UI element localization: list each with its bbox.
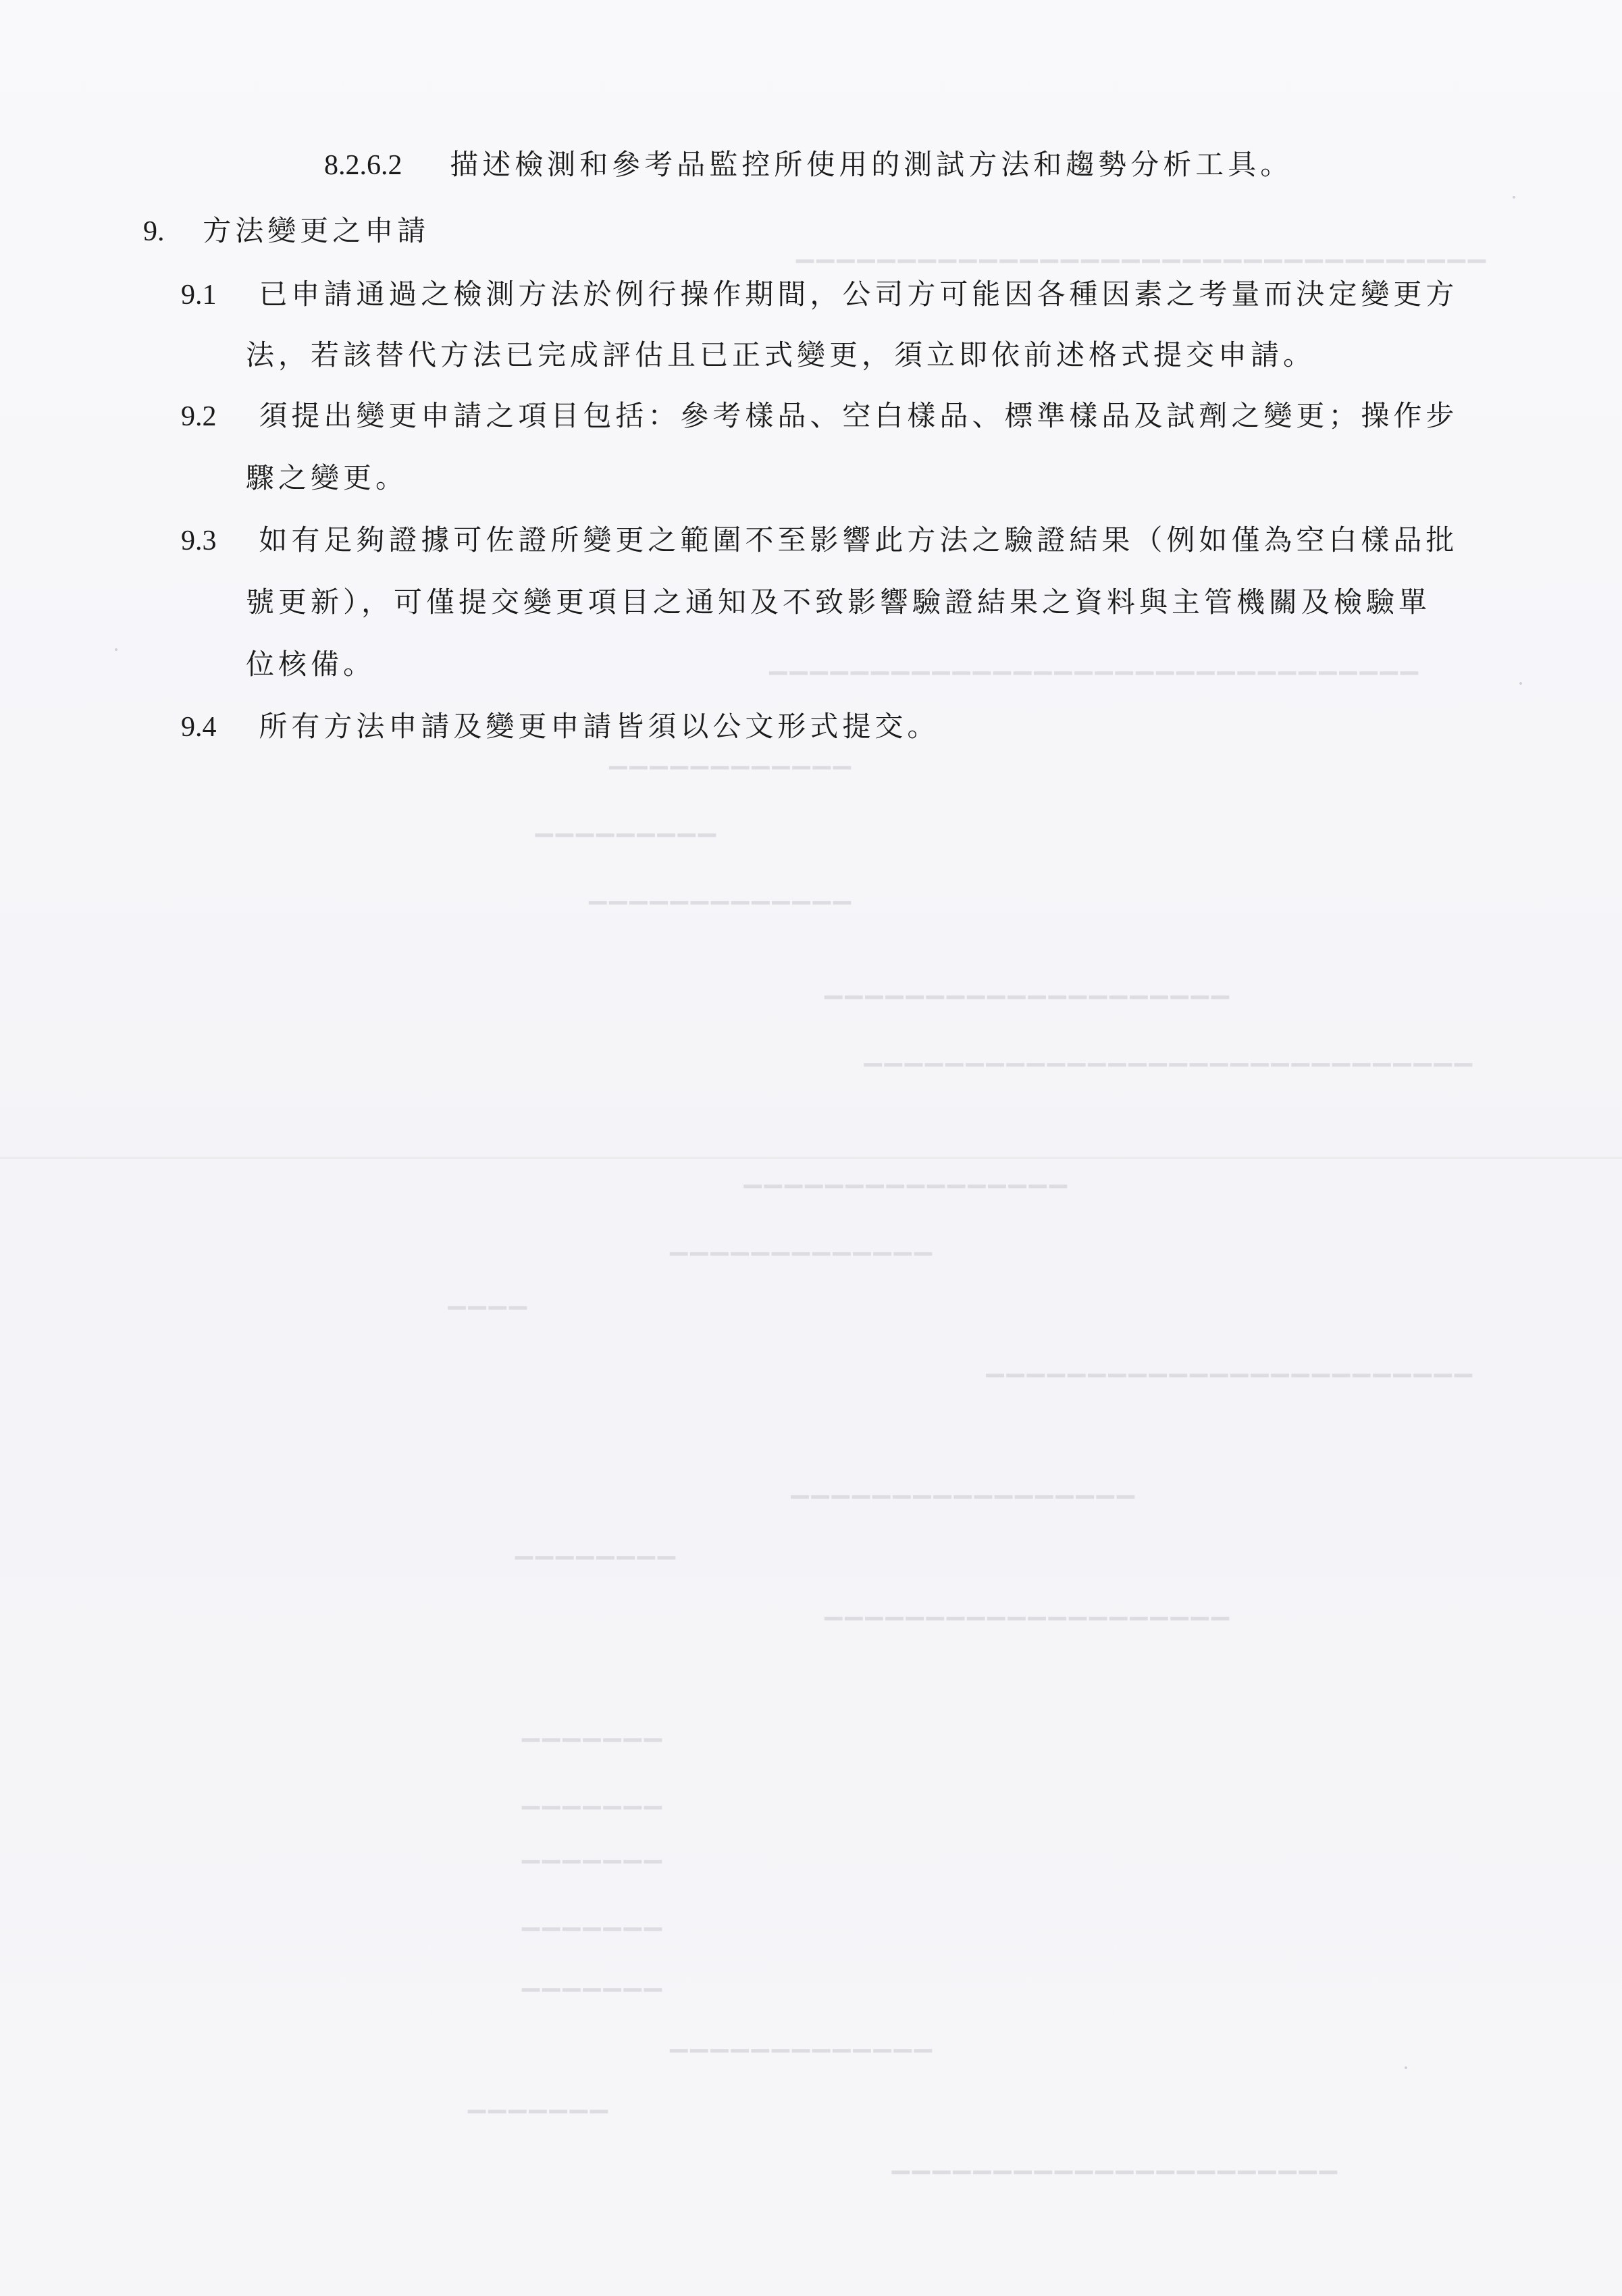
bleed-through-line: ▁▁▁▁▁▁▁▁▁▁▁▁ — [606, 743, 851, 770]
scan-speck — [1405, 2066, 1407, 2069]
item-text: 號更新），可僅提交變更項目之通知及不致影響驗證結果之資料與主管機關及檢驗單 — [246, 585, 1432, 619]
item-text: 位核備。 — [246, 648, 376, 681]
item-9-3-line-3 — [246, 648, 375, 681]
item-number: 8.2.6.2 — [324, 150, 402, 181]
bleed-through-line: ▁▁▁▁▁▁▁ — [519, 1715, 662, 1742]
item-9-2-line-2 — [246, 462, 408, 494]
bleed-through-line: ▁▁▁▁▁▁▁ — [519, 1965, 662, 1992]
bleed-through-line: ▁▁▁▁▁▁▁ — [465, 2087, 608, 2114]
section-9-heading — [143, 215, 429, 248]
item-9-3-line-1 — [181, 524, 1458, 557]
bleed-through-line: ▁▁▁▁▁▁▁▁▁▁▁▁▁▁▁▁▁ — [788, 1472, 1134, 1499]
item-8-2-6-2 — [324, 149, 1292, 182]
item-9-2-line-1 — [181, 400, 1458, 433]
bleed-through-line: ▁▁▁▁▁▁▁ — [519, 1904, 662, 1931]
item-text: 須提出變更申請之項目包括：參考樣品、空白樣品、標準樣品及試劑之變更；操作步 — [259, 399, 1459, 432]
item-text: 描述檢測和參考品監控所使用的測試方法和趨勢分析工具。 — [450, 148, 1293, 181]
scan-speck — [1519, 682, 1522, 685]
item-text: 法，若該替代方法已完成評估且已正式變更，須立即依前述格式提交申請。 — [246, 338, 1316, 371]
bleed-through-line: ▁▁▁▁▁▁▁▁▁▁▁▁▁▁▁▁▁▁▁▁▁▁ — [889, 2147, 1337, 2174]
item-text: 驟之變更。 — [246, 461, 409, 494]
bleed-through-line: ▁▁▁▁▁▁▁▁▁ — [532, 810, 716, 837]
item-number: 9.4 — [181, 712, 217, 743]
item-text: 如有足夠證據可佐證所變更之範圍不至影響此方法之驗證結果（例如僅為空白樣品批 — [259, 523, 1459, 556]
bleed-through-line: ▁▁▁▁▁▁▁▁▁▁▁▁▁ — [667, 1229, 932, 1256]
bleed-through-line: ▁▁▁▁▁▁▁▁▁▁▁▁▁▁▁▁▁▁▁▁▁▁▁▁ — [983, 1351, 1472, 1378]
item-9-1-line-2 — [246, 339, 1315, 371]
bleed-through-line: ▁▁▁▁▁▁▁▁▁▁▁▁▁▁▁▁▁▁▁▁ — [822, 1594, 1229, 1621]
bleed-through-line: ▁▁▁▁ — [445, 1283, 527, 1310]
scan-speck — [1513, 196, 1515, 199]
item-9-4 — [181, 710, 939, 743]
item-number: 9.3 — [181, 525, 217, 556]
item-9-1-line-1 — [181, 278, 1458, 311]
paper-fold-crease — [0, 1156, 1622, 1160]
bleed-through-line: ▁▁▁▁▁▁▁▁▁▁▁▁▁▁▁▁ — [741, 1162, 1067, 1189]
item-number: 9.1 — [181, 280, 217, 311]
bleed-through-line: ▁▁▁▁▁▁▁▁▁▁▁▁▁▁▁▁▁▁▁▁▁▁▁▁▁▁▁▁▁▁▁▁▁▁ — [793, 236, 1486, 263]
bleed-through-line: ▁▁▁▁▁▁▁▁▁▁▁▁▁ — [586, 878, 851, 905]
bleed-through-line: ▁▁▁▁▁▁▁▁▁▁▁▁▁▁▁▁▁▁▁▁ — [822, 972, 1229, 999]
section-title: 方法變更之申請 — [203, 214, 430, 247]
bleed-through-line: ▁▁▁▁▁▁▁▁▁▁▁▁▁▁▁▁▁▁▁▁▁▁▁▁▁▁▁▁▁▁▁▁ — [766, 648, 1418, 675]
item-text: 已申請通過之檢測方法於例行操作期間，公司方可能因各種因素之考量而決定變更方 — [259, 278, 1459, 311]
bleed-through-line: ▁▁▁▁▁▁▁▁▁▁▁▁▁ — [667, 2026, 932, 2053]
item-9-3-line-2 — [246, 586, 1431, 619]
item-text: 所有方法申請及變更申請皆須以公文形式提交。 — [259, 710, 940, 743]
scan-speck — [115, 648, 117, 651]
bleed-through-line: ▁▁▁▁▁▁▁ — [519, 1837, 662, 1864]
item-number: 9.2 — [181, 401, 217, 432]
bleed-through-line: ▁▁▁▁▁▁▁▁ — [512, 1533, 675, 1560]
bleed-through-line: ▁▁▁▁▁▁▁ — [519, 1783, 662, 1810]
bleed-through-line: ▁▁▁▁▁▁▁▁▁▁▁▁▁▁▁▁▁▁▁▁▁▁▁▁▁▁▁▁▁▁ — [861, 1040, 1472, 1067]
section-number: 9. — [143, 216, 165, 247]
